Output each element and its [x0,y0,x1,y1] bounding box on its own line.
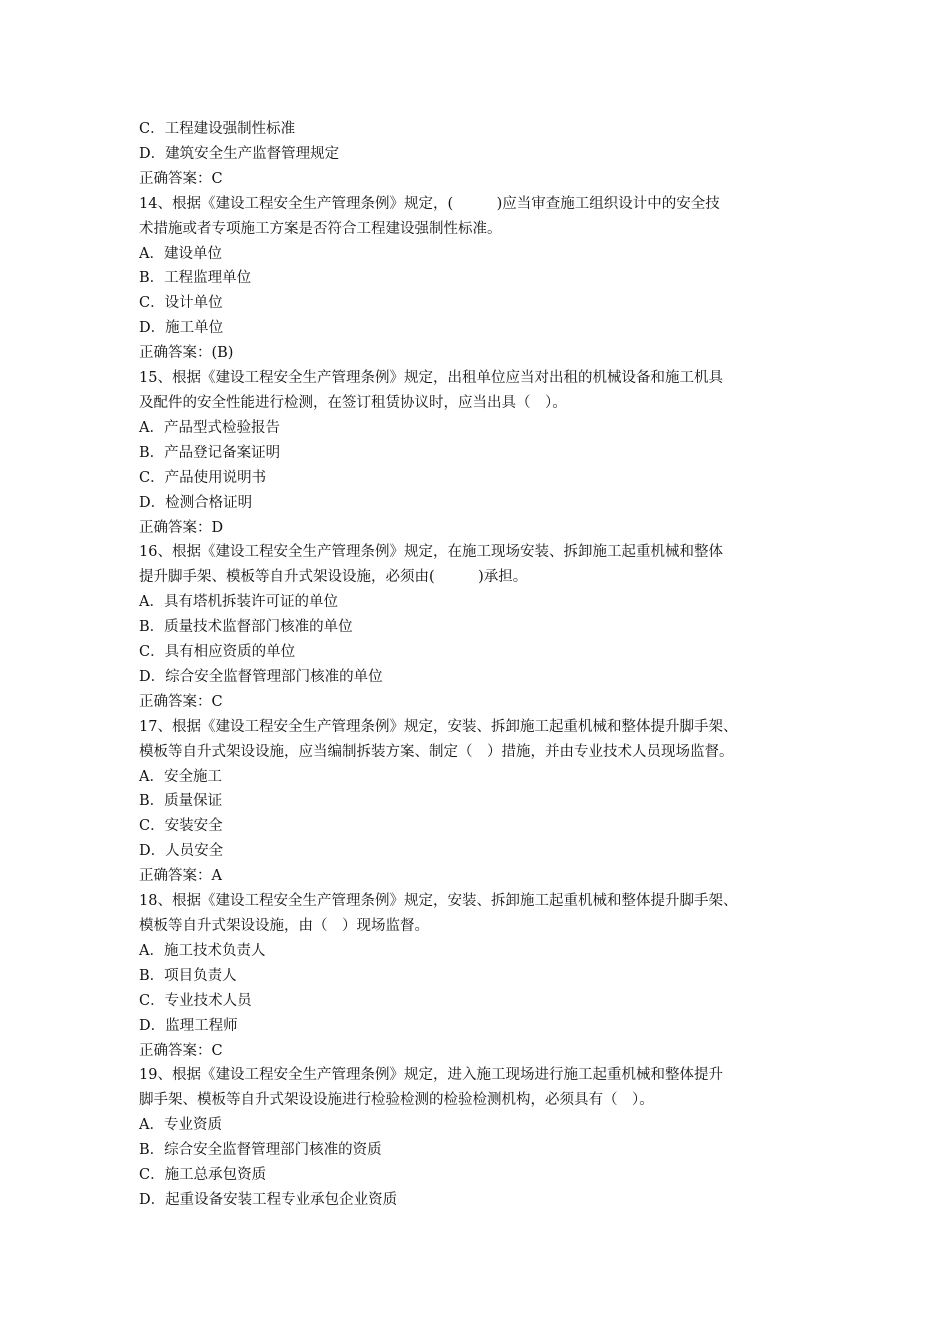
option-line: B．质量保证 [139,793,223,810]
question-line: 15、根据《建设工程安全生产管理条例》规定，出租单位应当对出租的机械设备和施工机具 [139,370,723,387]
option-line: A．施工技术负责人 [139,942,266,959]
document-body [139,117,819,1213]
option-line: A．建设单位 [139,245,222,262]
option-line: A．产品型式检验报告 [139,419,280,436]
option-line: D．起重设备安装工程专业承包企业资质 [139,1191,398,1208]
question-line: 18、根据《建设工程安全生产管理条例》规定，安装、拆卸施工起重机械和整体提升脚手架、 [139,893,738,910]
option-line: B．质量技术监督部门核准的单位 [139,619,353,636]
question-continuation-line: 脚手架、模板等自升式架设设施进行检验检测的检验检测机构，必须具有（ ）。 [139,1092,654,1109]
option-line: D．人员安全 [139,843,224,860]
option-line: C．安装安全 [139,818,223,835]
question-line: 16、根据《建设工程安全生产管理条例》规定，在施工现场安装、拆卸施工起重机械和整体 [139,544,723,561]
answer-line: 正确答案：C [139,693,223,710]
option-line: C．专业技术人员 [139,992,252,1009]
option-line: B．项目负责人 [139,967,237,984]
option-line: A．安全施工 [139,768,222,785]
question-continuation-line: 提升脚手架、模板等自升式架设设施，必须由( )承担。 [139,569,528,586]
question-line: 14、根据《建设工程安全生产管理条例》规定，( )应当审查施工组织设计中的安全技 [139,195,720,212]
option-line: D．施工单位 [139,320,224,337]
answer-line: 正确答案：C [139,1042,223,1059]
option-line: C．具有相应资质的单位 [139,644,296,661]
question-line: 19、根据《建设工程安全生产管理条例》规定，进入施工现场进行施工起重机械和整体提升 [139,1067,723,1084]
option-line: C．工程建设强制性标准 [139,121,296,137]
option-line: D．建筑安全生产监督管理规定 [139,145,340,162]
option-line: D．检测合格证明 [139,494,253,511]
answer-line: 正确答案：(B) [139,345,234,362]
option-line: B．综合安全监督管理部门核准的资质 [139,1142,382,1159]
answer-line: 正确答案：D [139,519,224,536]
answer-line: 正确答案：A [139,868,222,885]
option-line: B．工程监理单位 [139,270,252,287]
question-line: 17、根据《建设工程安全生产管理条例》规定，安装、拆卸施工起重机械和整体提升脚手架、 [139,718,738,735]
option-line: D．监理工程师 [139,1017,238,1034]
question-continuation-line: 术措施或者专项施工方案是否符合工程建设强制性标准。 [139,220,502,237]
option-line: A．专业资质 [139,1117,222,1134]
option-line: C．设计单位 [139,295,223,312]
question-continuation-line: 模板等自升式架设设施，由（ ）现场监督。 [139,918,429,934]
question-continuation-line: 及配件的安全性能进行检测，在签订租赁协议时，应当出具（ ）。 [139,394,567,411]
option-line: A．具有塔机拆装许可证的单位 [139,594,338,611]
answer-line: 正确答案：C [139,170,223,187]
option-line: C．施工总承包资质 [139,1167,267,1184]
option-line: C．产品使用说明书 [139,469,267,486]
question-continuation-line: 模板等自升式架设设施，应当编制拆装方案、制定（ ）措施，并由专业技术人员现场监督。 [139,743,734,760]
option-line: B．产品登记备案证明 [139,444,281,461]
option-line: D．综合安全监督管理部门核准的单位 [139,668,383,685]
